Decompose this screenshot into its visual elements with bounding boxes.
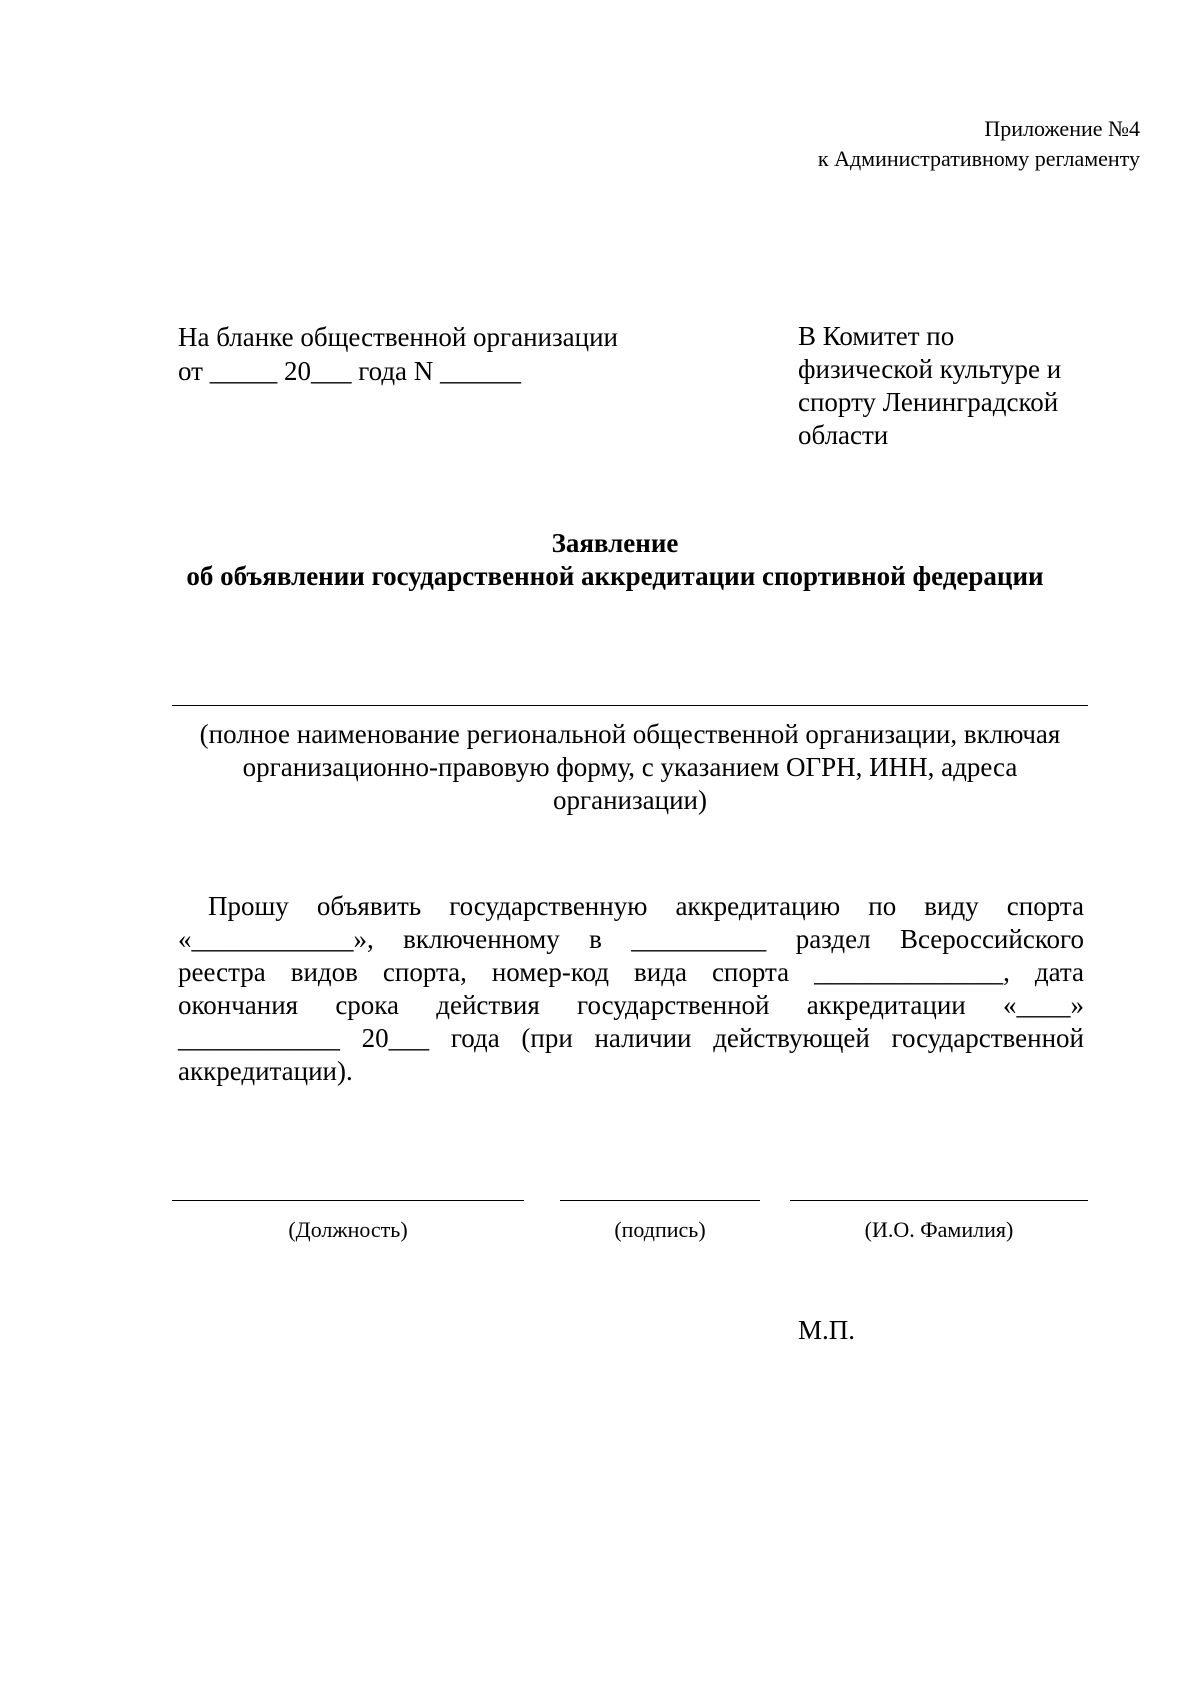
request-word: видов [290, 957, 358, 987]
addressee-line-2: физической культуре и [798, 354, 1062, 384]
request-word: ______________, [814, 957, 1010, 987]
request-row-last: аккредитации). [178, 1056, 353, 1086]
request-word: срока [335, 990, 399, 1020]
addressee-line-1: В Комитет по [798, 321, 955, 351]
request-word: Прошу [208, 891, 289, 921]
org-name-caption [168, 718, 1092, 817]
request-word: объявить [316, 891, 422, 921]
request-word: раздел [795, 924, 871, 954]
position-caption: (Должность) [288, 1217, 408, 1242]
addressee-line-3: спорту Ленинградской [798, 387, 1059, 417]
request-row [178, 956, 1084, 989]
letterhead-line-1: На бланке общественной организации [178, 322, 618, 352]
name-caption: (И.О. Фамилия) [864, 1217, 1014, 1242]
request-word: ____________ [178, 1023, 340, 1053]
request-word: действия [436, 990, 540, 1020]
request-word: реестра [178, 957, 266, 987]
request-word: номер-код [491, 957, 610, 987]
appendix-note [700, 114, 1140, 174]
request-word: аккредитацию [675, 891, 841, 921]
letterhead-line-2: от _____ 20___ года N ______ [178, 356, 522, 386]
request-word: наличии [594, 1023, 692, 1053]
request-word: спорта, [382, 957, 467, 987]
title-line-2: об объявлении государственной аккредитации спортивной федерации [186, 561, 1044, 591]
addressee-line-4: области [798, 420, 889, 450]
document-title [150, 527, 1080, 593]
signature-fill-line [560, 1200, 760, 1201]
request-word: года [450, 1023, 500, 1053]
request-word: (при [521, 1023, 573, 1053]
request-paragraph [178, 890, 1084, 1088]
request-row [178, 890, 1084, 923]
request-word: дата [1034, 957, 1084, 987]
name-fill-line [790, 1200, 1088, 1201]
request-word: «____________», [178, 924, 374, 954]
request-word: __________ [631, 924, 767, 954]
request-word: государственной [577, 990, 770, 1020]
request-word: государственную [449, 891, 648, 921]
request-row [178, 1022, 1084, 1055]
request-word: государственной [891, 1023, 1084, 1053]
request-word: «____» [1002, 990, 1084, 1020]
request-word: окончания [178, 990, 299, 1020]
request-word: действующей [713, 1023, 870, 1053]
request-row [178, 923, 1084, 956]
stamp-placeholder: М.П. [798, 1315, 856, 1345]
org-caption-line-1: (полное наименование региональной общественной организации, включая [199, 719, 1061, 749]
request-word: аккредитации [806, 990, 966, 1020]
request-word: Всероссийского [899, 924, 1084, 954]
position-fill-line [172, 1200, 524, 1201]
signature-caption: (подпись) [614, 1217, 706, 1242]
request-word: 20___ [361, 1023, 430, 1053]
appendix-line-1: Приложение №4 [984, 116, 1140, 141]
request-word: виду [924, 891, 979, 921]
letterhead-block [178, 320, 698, 388]
appendix-line-2: к Административному регламенту [817, 146, 1140, 171]
request-word: включенному [403, 924, 560, 954]
request-row [178, 989, 1084, 1022]
request-word: по [868, 891, 897, 921]
addressee-block [798, 320, 1128, 452]
org-caption-line-2: организационно-правовую форму, с указанием ОГРН, ИНН, адреса [242, 752, 1018, 782]
request-word: в [589, 924, 602, 954]
request-word: спорта [1006, 891, 1084, 921]
org-caption-line-3: организации) [553, 785, 707, 815]
org-name-fill-line [172, 705, 1088, 706]
title-line-1: Заявление [551, 528, 679, 558]
request-word: спорта [711, 957, 790, 987]
request-word: вида [634, 957, 687, 987]
